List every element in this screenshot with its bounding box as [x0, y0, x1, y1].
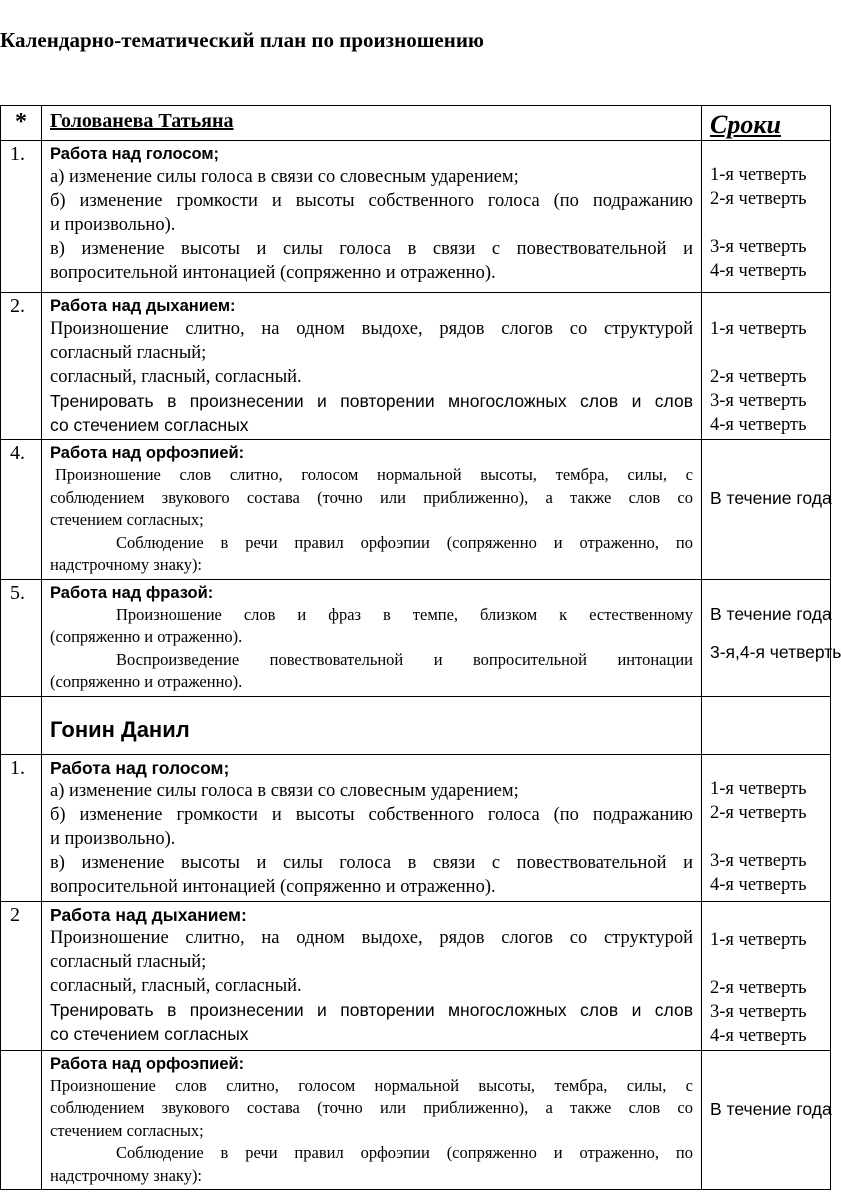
term-spacer: [702, 341, 822, 365]
term-spacer: [702, 825, 822, 849]
row-line: Тренировать в произнесении и повторении многосложных слов и слов: [50, 999, 693, 1020]
row-number: 5.: [1, 579, 42, 696]
row-content: [42, 293, 702, 440]
row-number: 2: [1, 901, 42, 1050]
term-text: 2-я четверть: [710, 367, 807, 387]
row-content: [42, 141, 702, 293]
row-line: Произношение слов и фраз в темпе, близком к естественному: [116, 604, 693, 624]
row-line: в) изменение высоты и силы голоса в связи с повествовательной и: [50, 852, 693, 873]
row-line: вопросительной интонацией (сопряженно и отраженно).: [50, 876, 496, 897]
row-line: Произношение слитно, на одном выдохе, рядов слогов со структурой: [50, 927, 693, 948]
plan-table: [0, 105, 841, 1190]
row-terms: [702, 440, 831, 580]
table-row: [1, 141, 831, 293]
term-text: 4-я четверть: [710, 415, 807, 435]
row-content: [42, 754, 702, 901]
row-content: [42, 901, 702, 1050]
row-heading: Работа над голосом;: [50, 145, 220, 163]
row-content: [42, 579, 702, 696]
table-row: [1, 1050, 831, 1190]
row-line: Произношение слов слитно, голосом нормальной высоты, тембра, силы, с: [55, 465, 693, 484]
term-text: В течение года: [710, 1098, 832, 1119]
row-line: со стечением согласных: [50, 1023, 249, 1044]
row-line: Тренировать в произнесении и повторении многосложных слов и слов: [50, 391, 693, 411]
term-text: 3-я четверть: [710, 237, 807, 257]
term-text: 1-я четверть: [710, 778, 807, 799]
row-line: Произношение слитно, на одном выдохе, рядов слогов со структурой: [50, 319, 693, 339]
row-number: 1.: [1, 141, 42, 293]
row-line: Соблюдение в речи правил орфоэпии (сопряженно и отраженно, по: [116, 532, 693, 552]
row-line: стечением согласных;: [50, 510, 204, 529]
table-row: [1, 440, 831, 580]
row-heading: Работа над голосом;: [50, 757, 230, 778]
row-line: Воспроизведение повествовательной и вопросительной интонации: [116, 649, 693, 669]
table-row: [1, 293, 831, 440]
term-spacer: [702, 952, 822, 976]
row-line: надстрочному знаку):: [50, 555, 203, 574]
row-line: согласный, гласный, согласный.: [50, 367, 302, 387]
row-heading: Работа над дыханием:: [50, 904, 247, 925]
term-text: 2-я четверть: [710, 977, 807, 998]
terms-header: Сроки: [702, 106, 831, 141]
row-line: соблюдением звукового состава (точно или приближенно), а также слов со: [50, 1098, 693, 1117]
row-line: согласный, гласный, согласный.: [50, 975, 302, 996]
table-row: [1, 754, 831, 901]
row-heading: Работа над дыханием:: [50, 297, 236, 315]
empty-cell: [1, 696, 42, 754]
row-line: (сопряженно и отраженно).: [50, 672, 243, 691]
row-line: со стечением согласных: [50, 415, 249, 435]
term-text: В течение года: [710, 603, 832, 624]
row-line: вопросительной интонацией (сопряженно и отраженно).: [50, 263, 496, 283]
row-terms: [702, 901, 831, 1050]
term-text: 2-я четверть: [710, 189, 807, 209]
row-terms: [702, 1050, 831, 1190]
term-text: В течение года: [710, 488, 832, 508]
row-number: 4.: [1, 440, 42, 580]
row-number: 2.: [1, 293, 42, 440]
row-line: надстрочному знаку):: [50, 1165, 203, 1185]
table-header-row: [1, 106, 831, 141]
row-number: 1.: [1, 754, 42, 901]
term-text: 2-я четверть: [710, 802, 807, 823]
row-line: соблюдением звукового состава (точно или приближенно), а также слов со: [50, 487, 693, 507]
row-terms: [702, 754, 831, 901]
row-line: б) изменение громкости и высоты собственного голоса (по подражанию: [50, 191, 693, 211]
row-heading: Работа над фразой:: [50, 583, 214, 602]
empty-cell: [702, 696, 831, 754]
term-text: 3-я четверть: [710, 850, 807, 871]
row-line: а) изменение силы голоса в связи со словесным ударением;: [50, 780, 519, 801]
term-text: 4-я четверть: [710, 261, 807, 281]
student-name: Гонин Данил: [42, 696, 702, 754]
row-line: а) изменение силы голоса в связи со словесным ударением;: [50, 167, 519, 187]
row-line: в) изменение высоты и силы голоса в связи с повествовательной и: [50, 239, 693, 259]
row-heading: Работа над орфоэпией:: [50, 444, 245, 462]
term-text: 4-я четверть: [710, 1025, 807, 1046]
row-number: [1, 1050, 42, 1190]
term-text: 1-я четверть: [710, 319, 807, 339]
row-line: стечением согласных;: [50, 1120, 204, 1140]
row-line: Произношение слов слитно, голосом нормальной высоты, тембра, силы, с: [50, 1075, 693, 1095]
student-name: Голованева Татьяна: [42, 106, 702, 141]
row-terms: [702, 141, 831, 293]
row-terms: [702, 293, 831, 440]
term-text: 1-я четверть: [710, 929, 807, 950]
term-text: 3-я четверть: [710, 391, 807, 411]
row-line: б) изменение громкости и высоты собственного голоса (по подражанию: [50, 804, 693, 825]
page-title: Календарно-тематический план по произношению: [0, 28, 484, 52]
row-line: Соблюдение в речи правил орфоэпии (сопряженно и отраженно, по: [116, 1143, 693, 1162]
term-text: 4-я четверть: [710, 874, 807, 895]
row-content: [42, 1050, 702, 1190]
term-text: 3-я четверть: [710, 1001, 807, 1022]
row-line: согласный гласный;: [50, 343, 207, 363]
row-heading: Работа над орфоэпией:: [50, 1054, 245, 1073]
table-row: [1, 901, 831, 1050]
header-star: *: [1, 106, 42, 141]
row-line: (сопряженно и отраженно).: [50, 627, 243, 646]
row-line: и произвольно).: [50, 215, 176, 235]
row-line: согласный гласный;: [50, 951, 207, 972]
term-text: 3-я,4-я четверть: [710, 641, 841, 662]
row-terms: [702, 579, 841, 696]
student-header-row: [1, 696, 831, 754]
term-spacer: [702, 211, 822, 235]
table-row: [1, 579, 831, 696]
term-text: 1-я четверть: [710, 165, 807, 185]
row-line: и произвольно).: [50, 828, 176, 849]
row-content: [42, 440, 702, 580]
